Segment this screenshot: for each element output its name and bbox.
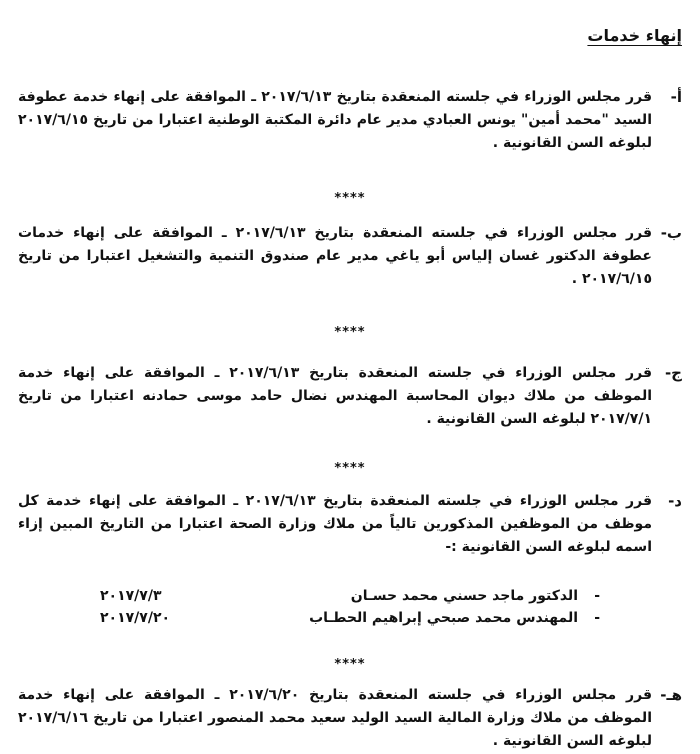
decision-item-e: [18, 684, 682, 753]
decision-item-a: [18, 86, 682, 155]
list-dash: -: [594, 588, 600, 604]
item-text: قرر مجلس الوزراء في جلسته المنعقدة بتاريخ ٢٠١٧/٦/١٣ ـ الموافقة على إنهاء خدمة الموظف من ملاك ديوان المحاسبة المهندس نضال حامد موسى حمادنه اعتبارا من تاريخ ٢٠١٧/٧/١ لبلوغه السن القانونية .: [18, 365, 652, 427]
item-marker: ج-: [664, 364, 682, 382]
list-item: [100, 610, 600, 632]
list-dash: -: [594, 610, 600, 626]
item-text: قرر مجلس الوزراء في جلسته المنعقدة بتاريخ ٢٠١٧/٦/٢٠ ـ الموافقة على إنهاء خدمة الموظف من ملاك وزارة المالية السيد الوليد سعيد محمد المنصور اعتبارا من تاريخ ٢٠١٧/٦/١٦ لبلوغه السن القانونية .: [18, 687, 652, 749]
separator: ****: [334, 191, 366, 206]
item-marker: د-: [668, 492, 682, 510]
decision-item-d: [18, 490, 682, 559]
item-text: قرر مجلس الوزراء في جلسته المنعقدة بتاريخ ٢٠١٧/٦/١٣ ـ الموافقة على إنهاء خدمة كل موظف من الموظفين المذكورين تالياً من ملاك وزارة الصحة اعتبارا من التاريخ المبين إزاء اسمه لبلوغه السن القانونية :-: [18, 493, 652, 555]
separator: ****: [334, 325, 366, 340]
item-marker: ب-: [660, 224, 682, 242]
employee-name: الدكتور ماجد حسني محمد حسـان: [350, 588, 578, 604]
separator: ****: [334, 461, 366, 476]
employee-list: [100, 588, 600, 632]
decision-item-b: [18, 222, 682, 291]
item-marker: هـ-: [660, 686, 682, 704]
employee-name: المهندس محمد صبحي إبراهيم الحطـاب: [309, 610, 578, 626]
effective-date: ٢٠١٧/٧/٣: [100, 588, 162, 604]
separator: ****: [334, 657, 366, 672]
item-text: قرر مجلس الوزراء في جلسته المنعقدة بتاريخ ٢٠١٧/٦/١٣ ـ الموافقة على إنهاء خدمة عطوفة السيد "محمد أمين" يونس العبادي مدير عام دائرة المكتبة الوطنية اعتبارا من تاريخ ٢٠١٧/٦/١٥ لبلوغه السن القانونية .: [18, 89, 652, 151]
list-item: [100, 588, 600, 610]
item-marker: أ-: [670, 88, 682, 106]
effective-date: ٢٠١٧/٧/٢٠: [100, 610, 171, 626]
page-title: إنهاء خدمات: [587, 26, 682, 45]
item-text: قرر مجلس الوزراء في جلسته المنعقدة بتاريخ ٢٠١٧/٦/١٣ ـ الموافقة على إنهاء خدمات عطوفة الدكتور غسان إلياس أبو ياغي مدير عام صندوق التنمية والتشغيل اعتبارا من تاريخ ٢٠١٧/٦/١٥ .: [18, 225, 652, 287]
decision-item-c: [18, 362, 682, 431]
